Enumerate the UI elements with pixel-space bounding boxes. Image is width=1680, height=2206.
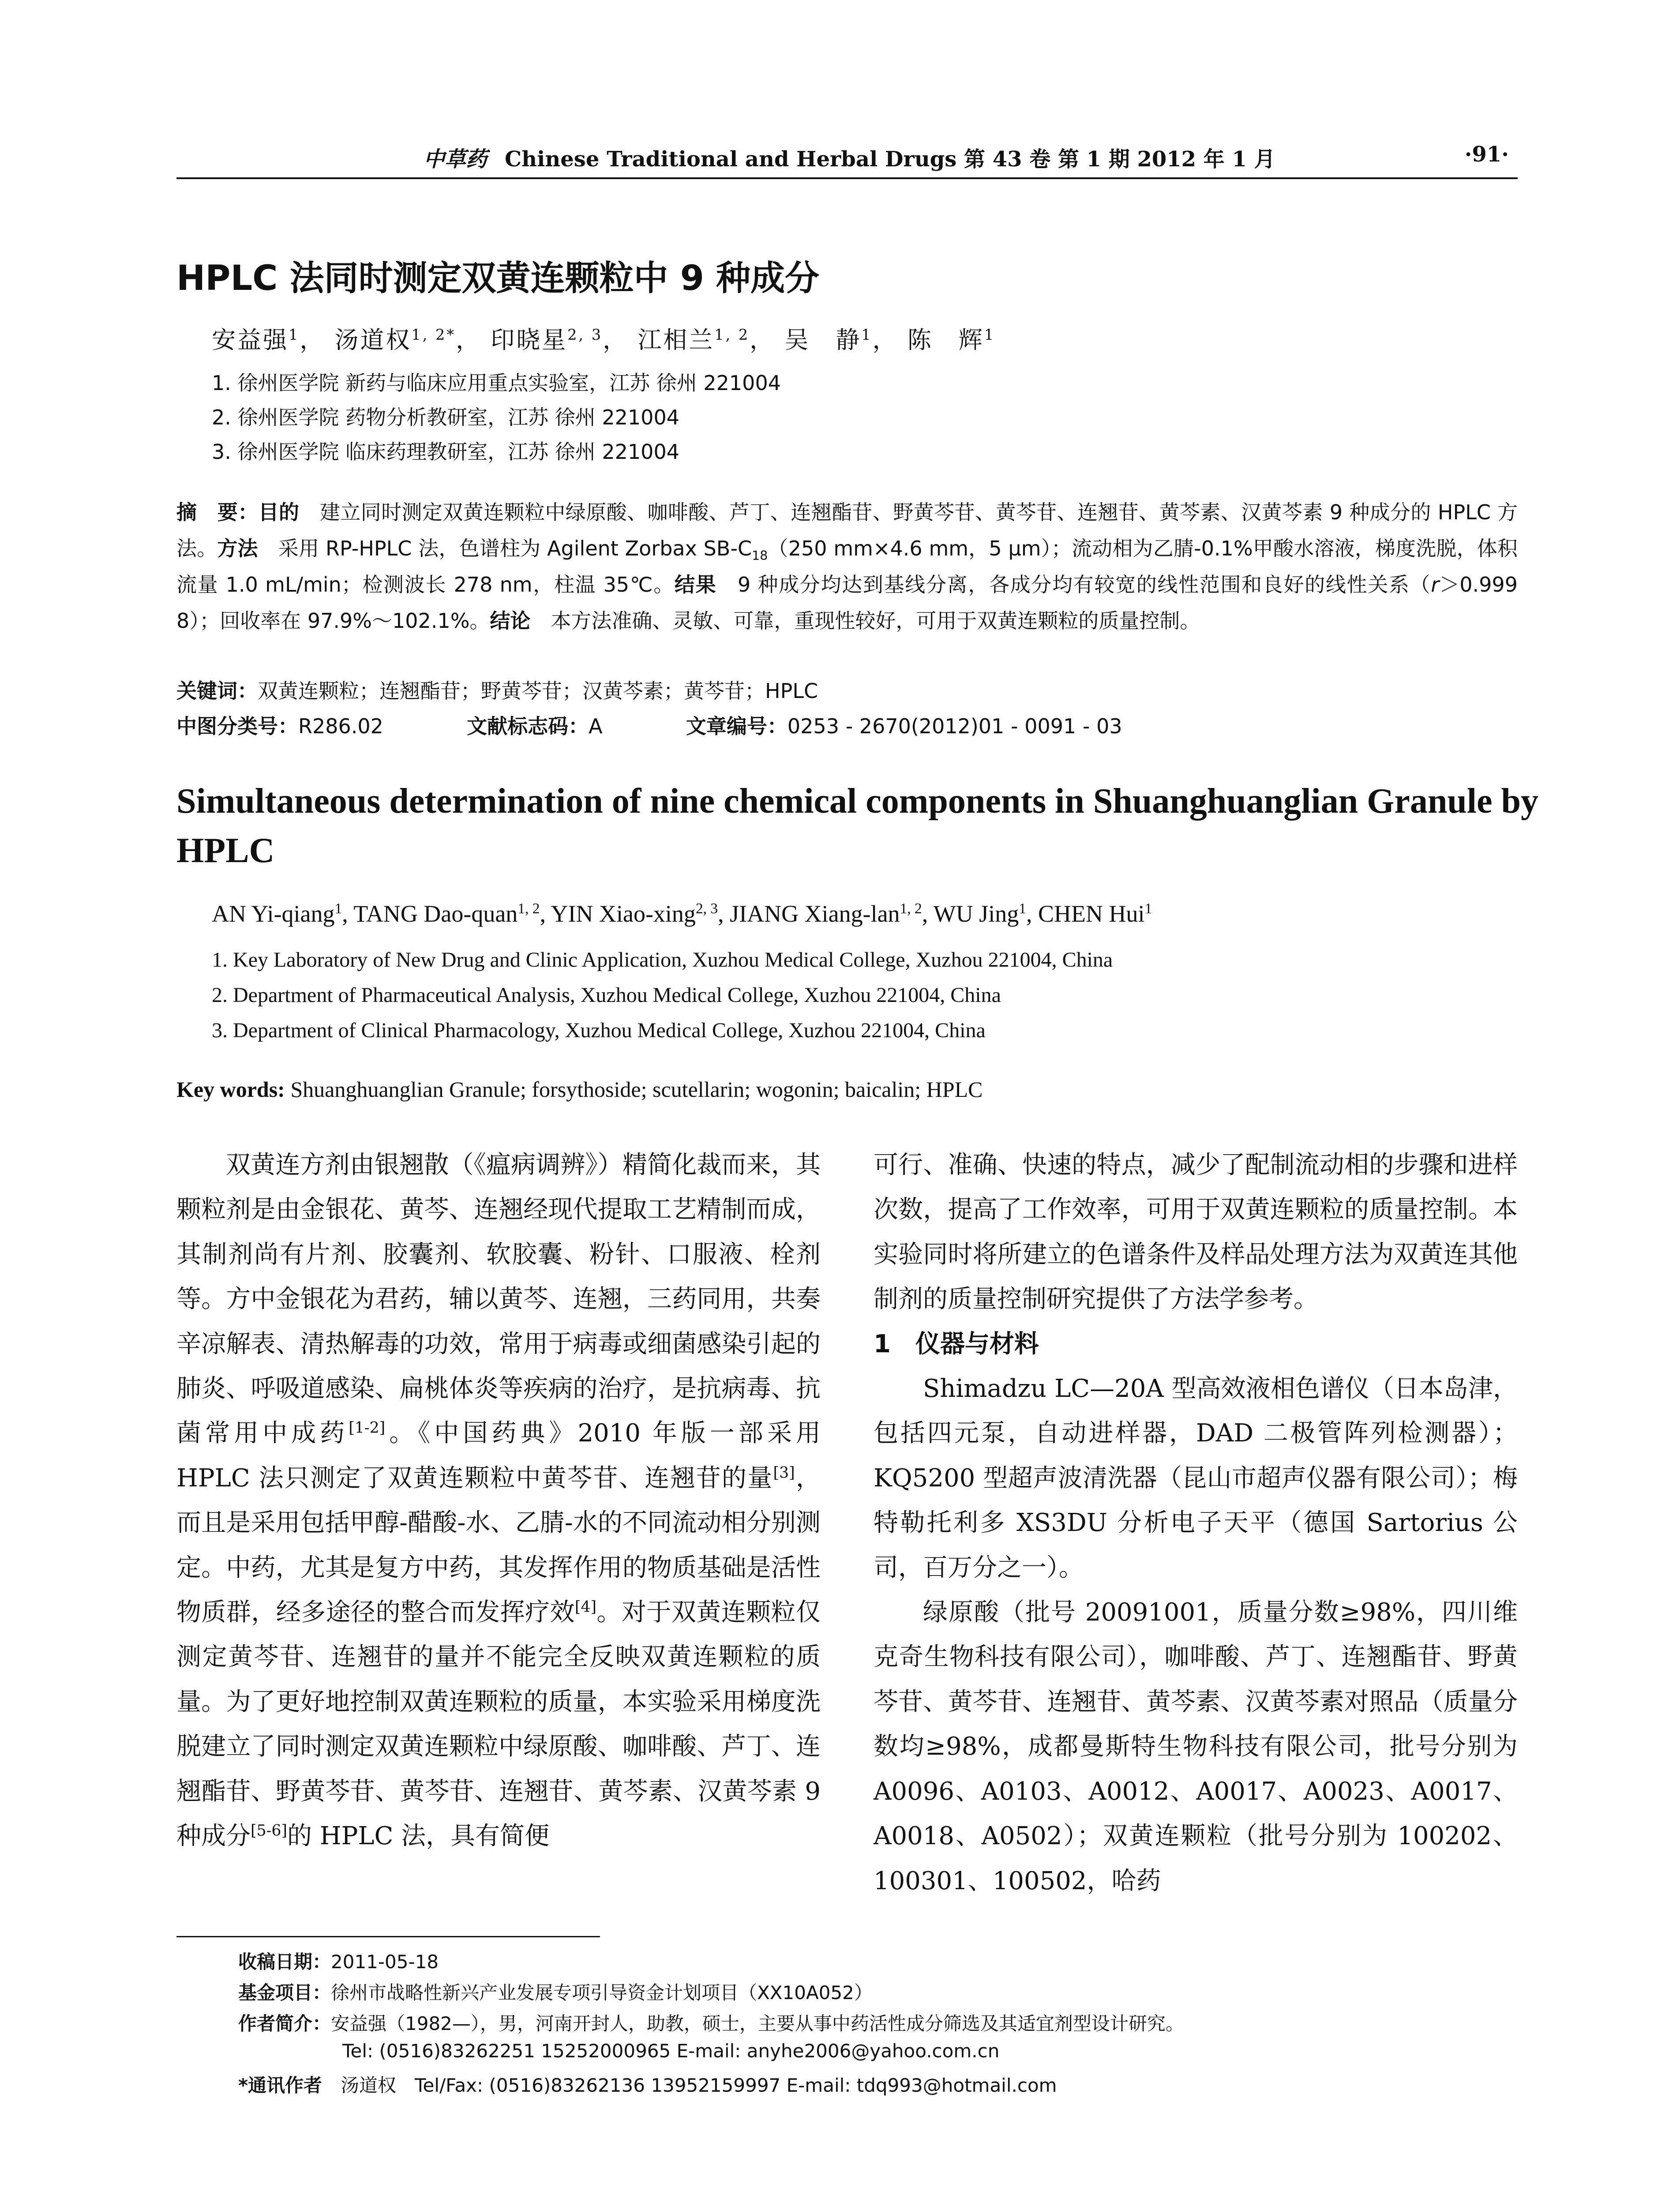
author-cn: 安益强	[212, 326, 289, 354]
intro-text: 。《中国药典》2010 年版一部采用 HPLC 法只测定了双黄连颗粒中黄芩苷、连翘苷的量	[176, 1419, 821, 1493]
article-number-value: 0253 - 2670(2012)01 - 0091 - 03	[787, 714, 1122, 738]
author-cn: 汤道权	[334, 326, 412, 354]
classification-line	[176, 710, 1122, 739]
author-en: , TANG Dao-quan	[342, 900, 518, 927]
intro-text: 双黄连方剂由银翘散（《瘟病调辨》）精简化裁而来，其颗粒剂是由金银花、黄芩、连翘经现代提取工艺精制而成，其制剂尚有片剂、胶囊剂、软胶囊、粉针、口服液、栓剂等。方中金银花为君药，辅以黄芩、连翘，三药同用，共奏辛凉解表、清热解毒的功效，常用于病毒或细菌感染引起的肺炎、呼吸道感染、扁桃体炎等疾病的治疗，是抗病毒、抗菌常用中成药	[176, 1151, 821, 1448]
instruments-paragraph: Shimadzu LC—20A 型高效液相色谱仪（日本岛津，包括四元泵，自动进样器，DAD 二极管阵列检测器）；KQ5200 型超声波清洗器（昆山市超声仪器有限公司）；梅特勒托利多 XS3DU 分析电子天平（德国 Sartorius 公司，百万分之一）。	[874, 1374, 1518, 1582]
author-en-affil: 2, 3	[695, 900, 718, 917]
author-cn: 陈 辉	[907, 326, 984, 354]
article-number-label: 文章编号：	[686, 714, 788, 738]
citation: [1-2]	[349, 1419, 386, 1437]
intro-text: 的 HPLC 法，具有简便	[287, 1822, 550, 1851]
abstract-objective: 建立同时测定双黄连颗粒中绿原酸、咖啡酸、芦丁、连翘酯苷、野黄芩苷、黄芩苷、连翘苷、黄芩素、汉黄芩素 9 种成分的 HPLC 方法。	[176, 500, 1518, 560]
affiliation-cn-3: 3. 徐州医学院 临床药理教研室，江苏 徐州 221004	[212, 440, 679, 464]
footnote-corresponding	[238, 2071, 1057, 2097]
footnote-label: *通讯作者	[238, 2075, 322, 2096]
footnote-text: 汤道权 Tel/Fax: (0516)83262136 13952159997 E-mail: tdq993@hotmail.com	[322, 2075, 1057, 2096]
footnote-text: 安益强（1982—），男，河南开封人，助教，硕士，主要从事中药活性成分筛选及其适宜剂型设计研究。	[331, 2013, 1184, 2034]
authors-en	[212, 900, 1152, 927]
author-en-affil: 1, 2	[900, 900, 922, 917]
abstract-result-r: r	[1431, 573, 1440, 597]
abstract-result-cont: ＞0.999 8）；回收率在 97.9%～102.1%。	[176, 573, 1518, 633]
citation: [5-6]	[251, 1822, 287, 1840]
running-header	[176, 142, 1518, 177]
author-en-affil: 1	[334, 900, 342, 917]
author-en: , JIANG Xiang-lan	[718, 900, 900, 927]
clc-value: R286.02	[298, 714, 383, 738]
header-rule	[176, 177, 1518, 179]
author-en-affil: 1, 2	[518, 900, 540, 917]
keywords-cn-text: 双黄连颗粒；连翘酯苷；野黄芩苷；汉黄芩素；黄芩苷；HPLC	[258, 679, 818, 703]
author-en: , CHEN Hui	[1026, 900, 1145, 927]
abstract-method-label: 方法	[217, 536, 258, 560]
citation: [4]	[574, 1598, 597, 1616]
footnote-text: 徐州市战略性新兴产业发展专项引导资金计划项目（XX10A052）	[331, 1982, 873, 2003]
abstract-conclusion: 本方法准确、灵敏、可靠，重现性较好，可用于双黄连颗粒的质量控制。	[530, 609, 1200, 633]
footnote-rule	[176, 1936, 600, 1937]
author-cn-affil: 1	[984, 326, 996, 343]
footnote-received	[238, 1947, 439, 1974]
author-cn: 印晓星	[491, 326, 568, 354]
abstract-result-label: 结果	[674, 573, 717, 597]
page-number: ·91·	[1464, 142, 1509, 167]
materials-paragraph: 绿原酸（批号 20091001，质量分数≥98%，四川维克奇生物科技有限公司），咖啡酸、芦丁、连翘酯苷、野黄芩苷、黄芩苷、连翘苷、黄芩素、汉黄芩素对照品（质量分数均≥98%，成都曼斯特生物科技有限公司，批号分别为 A0096、A0103、A0012、A0017、A0023、A0017、A0018、A0502）；双黄连颗粒（批号分别为 100202、100301、100502，哈药	[874, 1598, 1518, 1895]
intro-paragraph-cont: 可行、准确、快速的特点，减少了配制流动相的步骤和进样次数，提高了工作效率，可用于双黄连颗粒的质量控制。本实验同时将所建立的色谱条件及样品处理方法为双黄连其他制剂的质量控制研究提供了方法学参考。	[874, 1151, 1518, 1314]
footnote-bio-contact: Tel: (0516)83262251 15252000965 E-mail: anyhe2006@yahoo.com.cn	[342, 2040, 1000, 2062]
abstract-method-cont: （250 mm×4.6 mm，5 μm）；流动相为乙腈-0.1%甲酸水溶液，梯度洗脱，体积流量 1.0 mL/min；检测波长 278 nm，柱温 35℃。	[176, 536, 1518, 597]
affiliation-cn-2: 2. 徐州医学院 药物分析教研室，江苏 徐州 221004	[212, 405, 679, 429]
author-cn: 吴 静	[784, 326, 862, 354]
footnote-fund	[238, 1978, 873, 2005]
doc-code-label: 文献标志码：	[467, 714, 589, 738]
affiliation-cn-1: 1. 徐州医学院 新药与临床应用重点实验室，江苏 徐州 221004	[212, 371, 781, 395]
title-en: Simultaneous determination of nine chemical components in Shuanghuanglian Granule by HPLC	[176, 782, 1539, 870]
footnote-text: 2011-05-18	[331, 1951, 439, 1973]
author-cn-affil: 1	[289, 326, 300, 343]
author-en: AN Yi-qiang	[212, 900, 335, 927]
author-cn-affil: 1, 2	[714, 326, 750, 343]
author-cn-affil: 2, 3	[567, 326, 603, 343]
keywords-en-text: Shuanghuanglian Granule; forsythoside; scutellarin; wogonin; baicalin; HPLC	[285, 1077, 983, 1102]
citation: [3]	[773, 1464, 795, 1482]
affiliation-en-3: 3. Department of Clinical Pharmacology, Xuzhou Medical College, Xuzhou 221004, China	[212, 1019, 986, 1042]
keywords-en	[176, 1077, 982, 1102]
abstract-label: 摘 要：	[176, 500, 259, 524]
abstract-cn	[176, 494, 1518, 639]
keywords-cn-label: 关键词：	[176, 679, 258, 703]
doc-code-value: A	[589, 714, 603, 738]
footnote-label: 基金项目：	[238, 1982, 331, 2003]
keywords-en-label: Key words:	[176, 1077, 285, 1102]
journal-issue: Chinese Traditional and Herbal Drugs 第 43 卷 第 1 期 2012 年 1 月	[505, 147, 1275, 172]
body-column-right	[874, 1143, 1518, 1903]
keywords-cn	[176, 675, 818, 704]
intro-text: ，而且是采用包括甲醇-醋酸-水、乙腈-水的不同流动相分别测定。中药，尤其是复方中药，其发挥作用的物质基础是活性物质群，经多途径的整合而发挥疗效	[176, 1463, 821, 1627]
abstract-result: 9 种成分均达到基线分离，各成分均有较宽的线性范围和良好的线性关系（	[716, 573, 1431, 597]
author-en-affil: 1	[1019, 900, 1027, 917]
intro-text: 。对于双黄连颗粒仅测定黄芩苷、连翘苷的量并不能完全反映双黄连颗粒的质量。为了更好地控制双黄连颗粒的质量，本实验采用梯度洗脱建立了同时测定双黄连颗粒中绿原酸、咖啡酸、芦丁、连翘酯苷、野黄芩苷、黄芩苷、连翘苷、黄芩素、汉黄芩素 9 种成分	[176, 1598, 821, 1851]
journal-name	[424, 142, 1275, 173]
author-en: , WU Jing	[922, 900, 1019, 927]
authors-cn: 安益强$^1$， 汤道权$^{1, 2*}$， 印晓星$^{2, 3}$， 江相兰$^{1, 2}$， 吴 静$^1$， 陈 辉$^1$	[212, 326, 996, 354]
affiliation-en-1: 1. Key Laboratory of New Drug and Clinic Application, Xuzhou Medical College, Xuzhou 221004, China	[212, 948, 1113, 972]
body-column-left	[176, 1143, 821, 1859]
clc-label: 中图分类号：	[176, 714, 298, 738]
author-en-affil: 1	[1144, 900, 1152, 917]
abstract-objective-label: 目的	[258, 500, 300, 524]
author-cn-affil: 1	[861, 326, 873, 343]
author-cn-affil: 1, 2*	[411, 326, 456, 343]
author-cn: 江相兰	[638, 326, 715, 354]
abstract-method: 采用 RP-HPLC 法，色谱柱为 Agilent Zorbax SB-C	[258, 536, 752, 560]
title-cn: HPLC 法同时测定双黄连颗粒中 9 种成分	[176, 259, 820, 298]
journal-name-cn: 中草药	[424, 147, 488, 172]
intro-paragraph	[176, 1143, 821, 1859]
footnote-label: 收稿日期：	[238, 1951, 331, 1973]
affiliation-en-2: 2. Department of Pharmaceutical Analysis, Xuzhou Medical College, Xuzhou 221004, China	[212, 983, 1001, 1007]
section-heading: 1 仪器与材料	[874, 1329, 1039, 1358]
footnote-bio	[238, 2009, 1184, 2036]
abstract-conclusion-label: 结论	[490, 609, 531, 633]
author-en: , YIN Xiao-xing	[540, 900, 696, 927]
abstract-method-subscript: 18	[752, 548, 768, 563]
footnote-label: 作者简介：	[238, 2013, 331, 2034]
